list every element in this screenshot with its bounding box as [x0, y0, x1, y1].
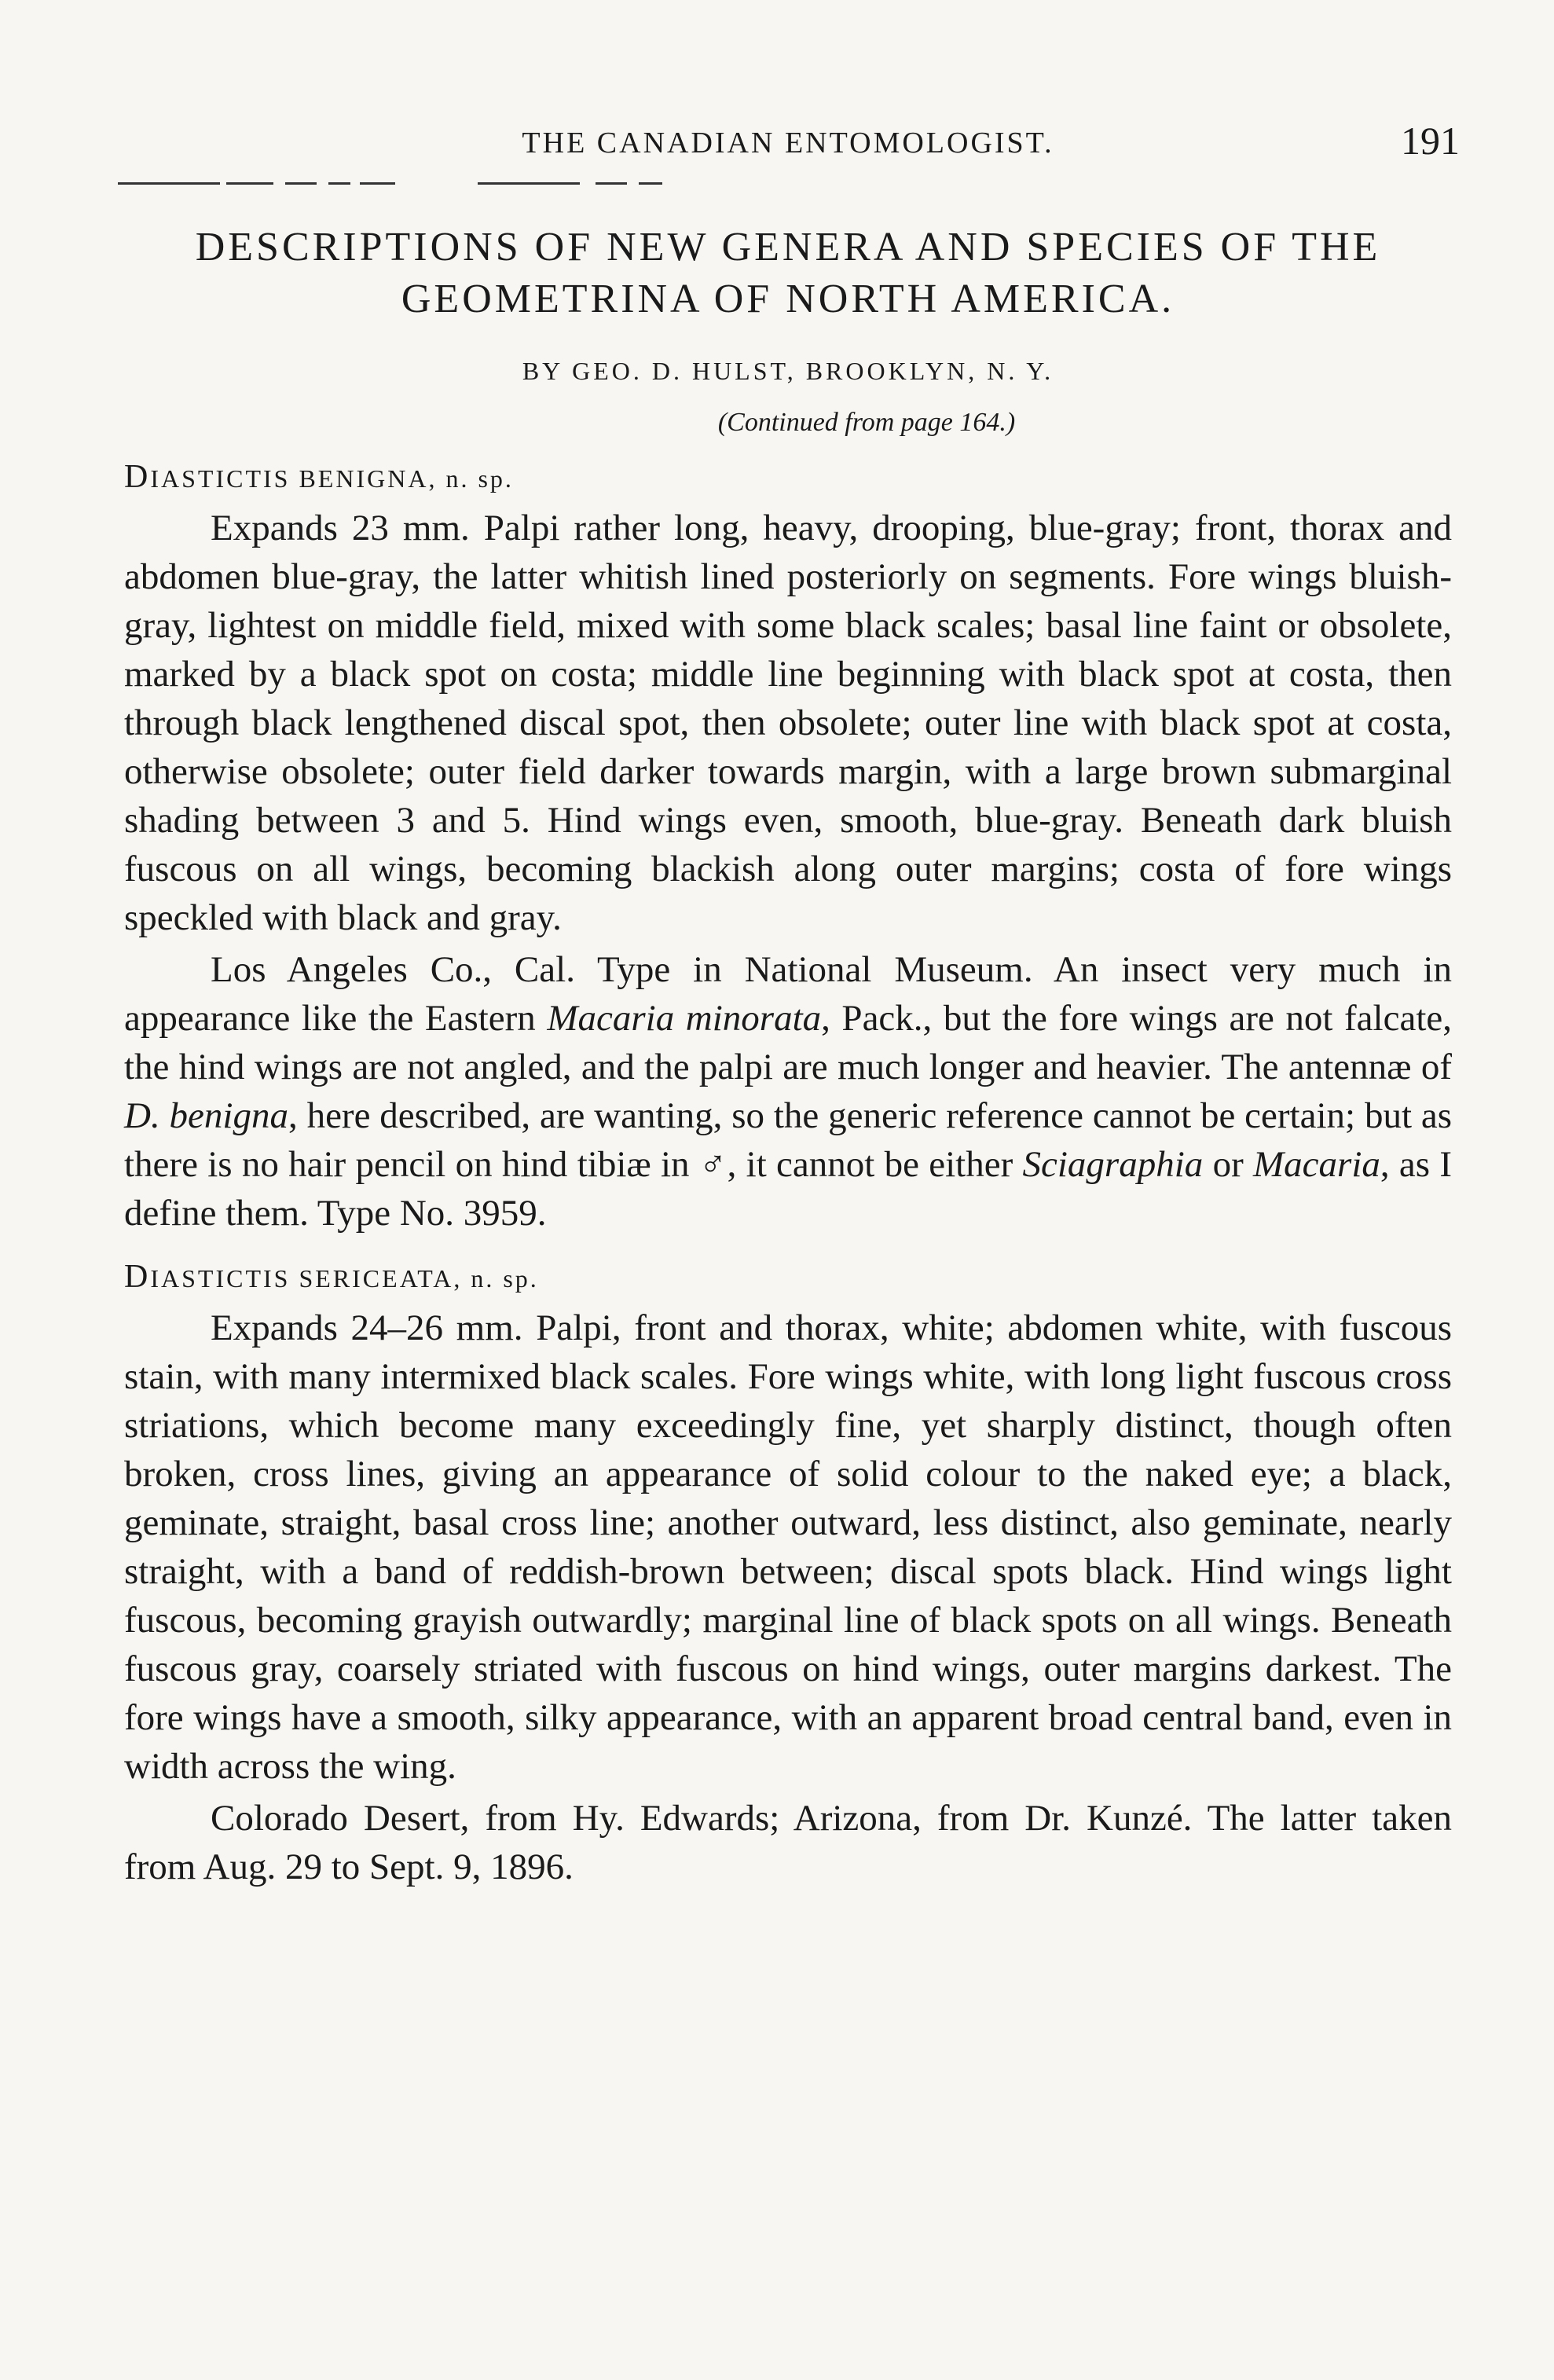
taxon-name: Sciagraphia	[1022, 1144, 1204, 1185]
article-title-line-1: DESCRIPTIONS OF NEW GENERA AND SPECIES OF THE	[195, 225, 1381, 270]
species-heading-benigna	[124, 458, 1452, 496]
taxon-name: D. benigna	[124, 1095, 288, 1136]
taxon-name: Macaria	[1253, 1144, 1380, 1185]
heading-initial: D	[124, 1259, 151, 1295]
article-title	[124, 222, 1452, 325]
heading-text: IASTICTIS BENIGNA, n. sp.	[150, 464, 514, 493]
species-description-benigna: Expands 23 mm. Palpi rather long, heavy, drooping, blue-gray; front, thorax and abdomen blue-gray, the latter whitish lined posteriorly on segments. Fore wings bluish-gray, lightest on middle field, mixed with some black scales; basal line faint or obsolete, marked by a black spot on costa; middle line beginning with black spot at costa, then through black lengthened discal spot, then obsolete; outer line with black spot at costa, otherwise obsolete; outer field darker towards margin, with a large brown submarginal shading between 3 and 5. Hind wings even, smooth, blue-gray. Beneath dark bluish fuscous on all wings, becoming blackish along outer margins; costa of fore wings speckled with black and gray.	[124, 508, 1452, 938]
byline: BY GEO. D. HULST, BROOKLYN, N. Y.	[522, 357, 1054, 385]
species-remarks-benigna: Los Angeles Co., Cal. Type in National Museum. An insect very much in appearance like the Eastern Macaria minorata, Pack., but the fore wings are not falcate, the hind wings are not angled, and the palpi are much longer and heavier. The antennæ of D. benigna, here described, are wanting, so the generic reference cannot be certain; but as there is no hair pencil on hind tibiæ in ♂, it cannot be either Sciagraphia or Macaria, as I define them. Type No. 3959.	[124, 949, 1453, 1234]
heading-initial: D	[124, 459, 151, 495]
running-title: THE CANADIAN ENTOMOLOGIST.	[522, 127, 1054, 160]
header-rule	[124, 173, 1452, 204]
running-head	[124, 118, 1460, 173]
page	[124, 118, 1460, 1891]
species-description-sericeata: Expands 24–26 mm. Palpi, front and thorax, white; abdomen white, with fuscous stain, with many intermixed black scales. Fore wings white, with long light fuscous cross striations, which become many exceedingly fine, yet sharply distinct, though often broken, cross lines, giving an appearance of solid colour to the naked eye; a black, geminate, straight, basal cross line; another outward, less distinct, also geminate, nearly straight, with a band of reddish-brown between; discal spots black. Hind wings light fuscous, becoming grayish outwardly; marginal line of black spots on all wings. Beneath fuscous gray, coarsely striated with fuscous on hind wings, outer margins darkest. The fore wings have a smooth, silky appearance, with an apparent broad central band, even in width across the wing.	[124, 1307, 1452, 1787]
species-heading-sericeata	[124, 1258, 1452, 1296]
heading-text: IASTICTIS SERICEATA, n. sp.	[150, 1264, 539, 1293]
article-title-line-2: GEOMETRINA OF NORTH AMERICA.	[401, 277, 1175, 321]
species-remarks-sericeata: Colorado Desert, from Hy. Edwards; Arizona, from Dr. Kunzé. The latter taken from Aug. 29 to Sept. 9, 1896.	[124, 1798, 1452, 1887]
continued-note: (Continued from page 164.)	[717, 408, 1016, 437]
taxon-name: Macaria minorata	[547, 998, 822, 1039]
page-number: 191	[1401, 119, 1460, 163]
